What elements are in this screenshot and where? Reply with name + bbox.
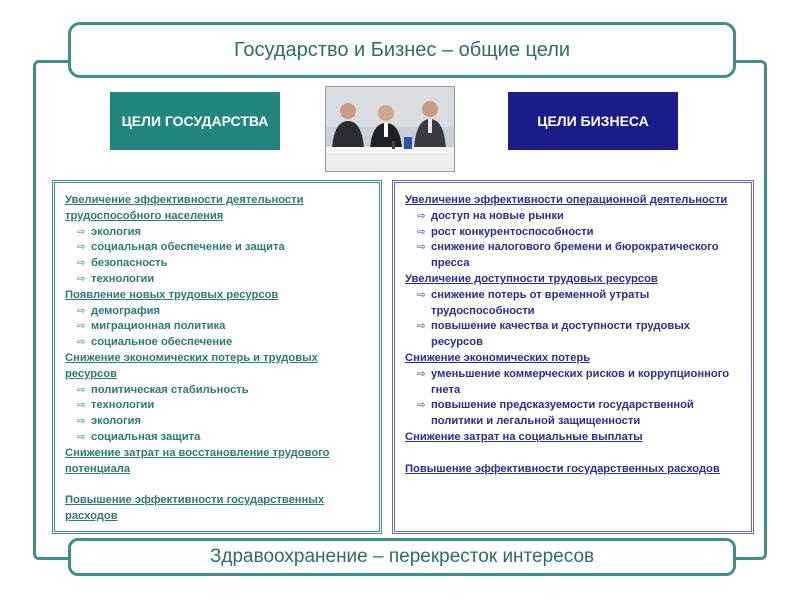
gov-subitem: ⇨ экология xyxy=(65,225,369,241)
biz-subitem: ⇨ снижение потерь от временной утраты трудоспособности xyxy=(417,288,650,317)
arrow-icon: ⇨ xyxy=(417,368,426,380)
biz-subitem: ⇨ доступ на новые рынки xyxy=(405,209,741,225)
arrow-icon: ⇨ xyxy=(417,400,426,412)
biz-item-title: Снижение затрат на социальные выплаты xyxy=(405,430,643,443)
gov-item-title: Снижение затрат на восстановление трудового потенциала xyxy=(65,446,330,475)
gov-item-title: Появление новых трудовых ресурсов xyxy=(65,288,279,301)
gov-subitem: ⇨ социальная обеспечение и защита xyxy=(65,240,369,256)
arrow-icon: ⇨ xyxy=(77,384,86,396)
gov-subitem: ⇨ социальная защита xyxy=(65,430,369,446)
biz-goals-header: ЦЕЛИ БИЗНЕСА xyxy=(508,92,678,150)
arrow-icon: ⇨ xyxy=(77,258,86,270)
gov-goals-panel xyxy=(52,180,382,534)
biz-item xyxy=(405,351,741,430)
gov-item-title: Повышение эффективности государственных расходов xyxy=(65,494,325,523)
footer-text: Здравоохранение – перекресток интересов xyxy=(209,546,595,567)
biz-subitem: ⇨ уменьшение коммерческих рисков и коррупционного гнета xyxy=(417,367,730,396)
arrow-icon: ⇨ xyxy=(77,400,86,412)
gov-item xyxy=(65,288,369,351)
biz-subitem: ⇨ снижение налогового бремени и бюрократического пресса xyxy=(417,241,719,270)
arrow-icon: ⇨ xyxy=(77,321,86,333)
gov-item-title: Увеличение эффективности деятельности трудоспособного населения xyxy=(65,194,304,222)
gov-subitem: ⇨ демография xyxy=(65,304,369,320)
arrow-icon: ⇨ xyxy=(417,321,426,333)
biz-subitem: ⇨ повышение предсказуемости государственной политики и легальной защищенности xyxy=(417,399,694,428)
gov-goals-header: ЦЕЛИ ГОСУДАРСТВА xyxy=(110,92,280,150)
biz-item xyxy=(405,430,741,446)
biz-item-title: Увеличение эффективности операционной деятельности xyxy=(405,194,728,206)
page-title-text: Государство и Бизнес – общие цели xyxy=(233,38,571,61)
gov-subitem: ⇨ миграционная политика xyxy=(65,319,369,335)
biz-subitem: ⇨ рост конкурентоспособности xyxy=(405,225,741,241)
gov-item xyxy=(65,351,369,446)
arrow-icon: ⇨ xyxy=(77,226,86,238)
arrow-icon: ⇨ xyxy=(77,305,86,317)
biz-goals-panel xyxy=(392,180,754,534)
arrow-icon: ⇨ xyxy=(417,242,426,254)
gov-item xyxy=(65,193,369,288)
gov-subitem: ⇨ безопасность xyxy=(65,256,369,272)
biz-item xyxy=(405,193,741,272)
biz-item-title: Повышение эффективности государственных расходов xyxy=(405,462,720,475)
arrow-icon: ⇨ xyxy=(77,273,86,285)
gov-item xyxy=(65,446,369,478)
biz-item xyxy=(405,272,741,351)
arrow-icon: ⇨ xyxy=(77,337,86,349)
arrow-icon: ⇨ xyxy=(77,242,86,254)
gov-subitem: ⇨ экология xyxy=(65,414,369,430)
gov-subitem: ⇨ политическая стабильность xyxy=(65,383,369,399)
arrow-icon: ⇨ xyxy=(417,210,426,222)
gov-subitem: ⇨ социальное обеспечение xyxy=(65,335,369,351)
gov-item xyxy=(65,493,369,525)
arrow-icon: ⇨ xyxy=(417,289,426,301)
footer-banner xyxy=(68,538,736,576)
biz-item xyxy=(405,462,741,478)
arrow-icon: ⇨ xyxy=(77,416,86,428)
meeting-photo xyxy=(325,86,455,172)
biz-item-title: Снижение экономических потерь xyxy=(405,351,591,364)
biz-subitem: ⇨ повышение качества и доступности трудовых ресурсов xyxy=(417,320,690,349)
gov-subitem: ⇨ технологии xyxy=(65,398,369,414)
gov-subitem: ⇨ технологии xyxy=(65,272,369,288)
gov-item-title: Снижение экономических потерь и трудовых ресурсов xyxy=(65,351,318,380)
arrow-icon: ⇨ xyxy=(417,226,426,238)
biz-item-title: Увеличение доступности трудовых ресурсов xyxy=(405,272,658,285)
page-title xyxy=(68,22,736,78)
arrow-icon: ⇨ xyxy=(77,431,86,443)
